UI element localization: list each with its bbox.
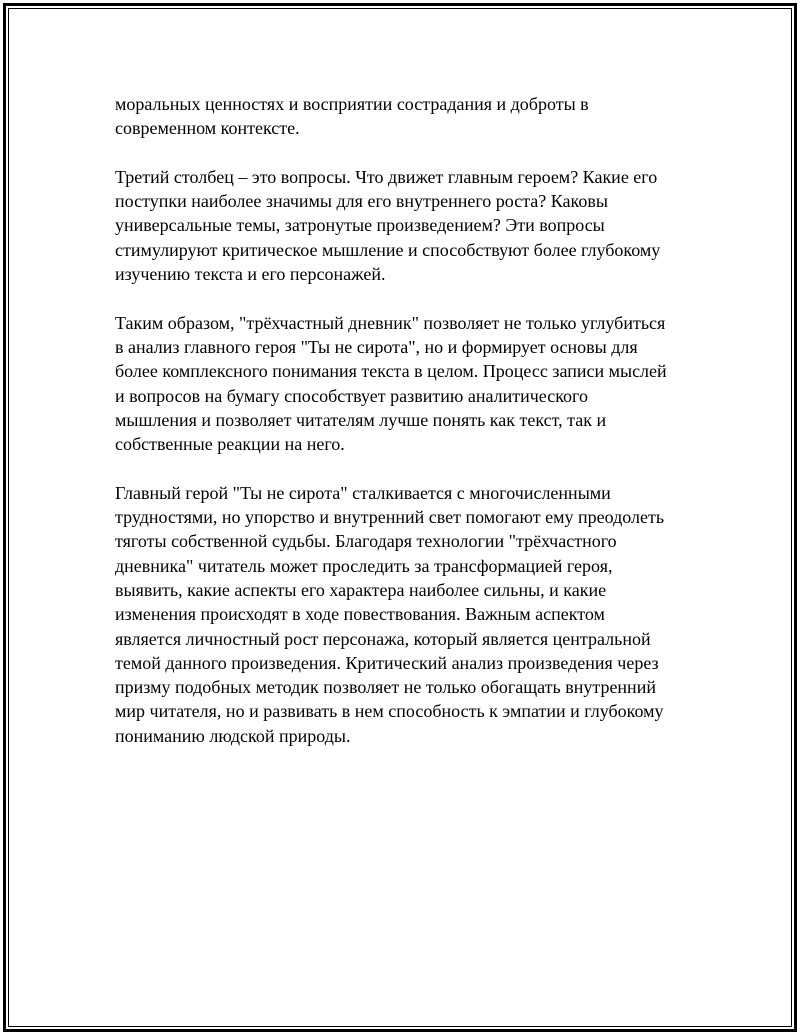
text-line: Таким образом, "трёхчастный дневник" позволяет не только углубиться <box>115 312 666 333</box>
text-line: и вопросов на бумагу способствует развитию аналитического <box>115 385 588 406</box>
text-line: выявить, какие аспекты его характера наиболее сильны, и какие <box>115 579 607 600</box>
paragraph-3 <box>115 311 695 457</box>
text-line: тяготы собственной судьбы. Благодаря технологии "трёхчастного <box>115 531 617 552</box>
text-line: в анализ главного героя "Ты не сирота", но и формирует основы для <box>115 336 638 357</box>
text-line: моральных ценностях и восприятии сострадания и доброты в <box>115 94 589 114</box>
text-line: призму подобных методик позволяет не только обогащать внутренний <box>115 677 656 698</box>
text-line: Третий столбец – это вопросы. Что движет главным героем? Какие его <box>115 166 658 187</box>
text-line: мир читателя, но и развивать в нем способность к эмпатии и глубокому <box>115 701 664 722</box>
text-line: дневника" читатель может проследить за трансформацией героя, <box>115 555 613 576</box>
paragraph-4 <box>115 481 695 748</box>
text-line: изучению текста и его персонажей. <box>115 264 386 285</box>
text-line: Главный герой "Ты не сирота" сталкивается с многочисленными <box>115 482 611 503</box>
text-line: трудностями, но упорство и внутренний свет помогают ему преодолеть <box>115 507 665 528</box>
paragraph-1 <box>115 92 695 141</box>
text-line: изменения происходят в ходе повествования. Важным аспектом <box>115 604 605 625</box>
text-line: пониманию людской природы. <box>115 725 351 746</box>
text-line: стимулируют критическое мышление и способствуют более глубокому <box>115 239 661 260</box>
text-line: более комплексного понимания текста в целом. Процесс записи мыслей <box>115 361 667 382</box>
text-line: темой данного произведения. Критический анализ произведения через <box>115 652 659 673</box>
text-line: современном контексте. <box>115 118 300 139</box>
text-line: поступки наиболее значимы для его внутреннего роста? Каковы <box>115 191 608 212</box>
paragraph-2 <box>115 165 695 286</box>
text-line: является личностный рост персонажа, который является центральной <box>115 628 651 649</box>
document-body <box>115 92 695 772</box>
text-line: мышления и позволяет читателям лучше понять как текст, так и <box>115 409 607 430</box>
text-line: собственные реакции на него. <box>115 434 345 455</box>
text-line: универсальные темы, затронутые произведением? Эти вопросы <box>115 215 605 236</box>
